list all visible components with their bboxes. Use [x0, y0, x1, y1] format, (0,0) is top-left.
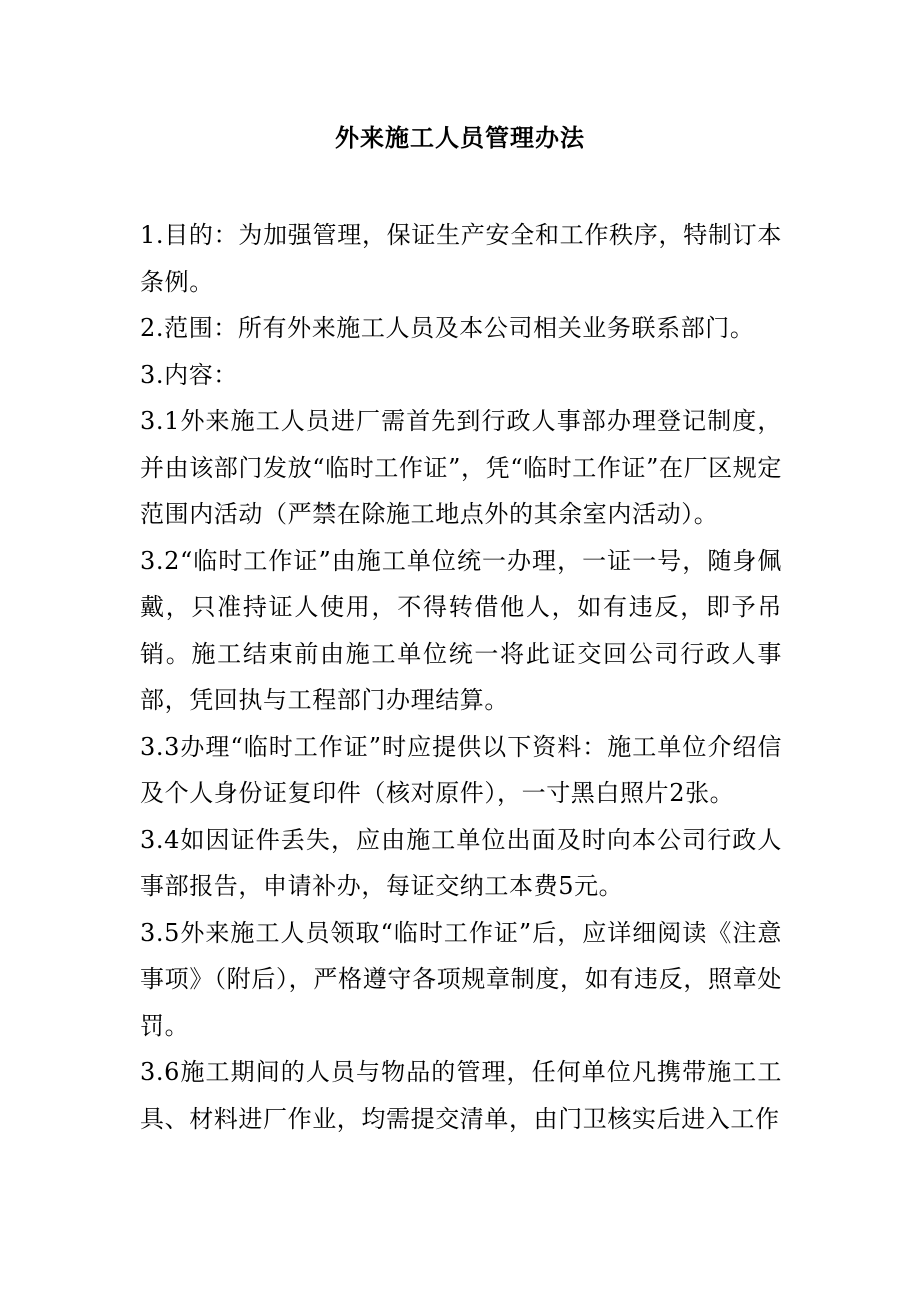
paragraph-3-1: 3.1外来施工人员进厂需首先到行政人事部办理登记制度，并由该部门发放“临时工作证”，凭“临时工作证”在厂区规定范围内活动（严禁在除施工地点外的其余室内活动）。	[140, 407, 782, 528]
paragraph-3-3: 3.3办理“临时工作证”时应提供以下资料：施工单位介绍信及个人身份证复印件（核对原件），一寸黑白照片2张。	[140, 732, 782, 807]
paragraph-3-4: 3.4如因证件丢失，应由施工单位出面及时向本公司行政人事部报告，申请补办，每证交纳工本费5元。	[140, 825, 782, 900]
paragraph-purpose: 1.目的：为加强管理，保证生产安全和工作秩序，特制订本条例。	[140, 221, 782, 296]
paragraph-3-2: 3.2“临时工作证”由施工单位统一办理，一证一号，随身佩戴，只准持证人使用，不得转借他人，如有违反，即予吊销。施工结束前由施工单位统一将此证交回公司行政人事部，凭回执与工程部门办理结算。	[140, 546, 782, 714]
document-title: 外来施工人员管理办法	[335, 123, 585, 152]
paragraph-3-6: 3.6施工期间的人员与物品的管理，任何单位凡携带施工工具、材料进厂作业，均需提交清单，由门卫核实后进入工作	[140, 1058, 782, 1133]
paragraph-scope: 2.范围：所有外来施工人员及本公司相关业务联系部门。	[140, 314, 755, 342]
paragraph-content-heading: 3.内容：	[140, 360, 238, 389]
paragraph-3-5: 3.5外来施工人员领取“临时工作证”后，应详细阅读《注意事项》（附后），严格遵守各项规章制度，如有违反，照章处罚。	[140, 918, 782, 1040]
document-body	[140, 212, 782, 1142]
